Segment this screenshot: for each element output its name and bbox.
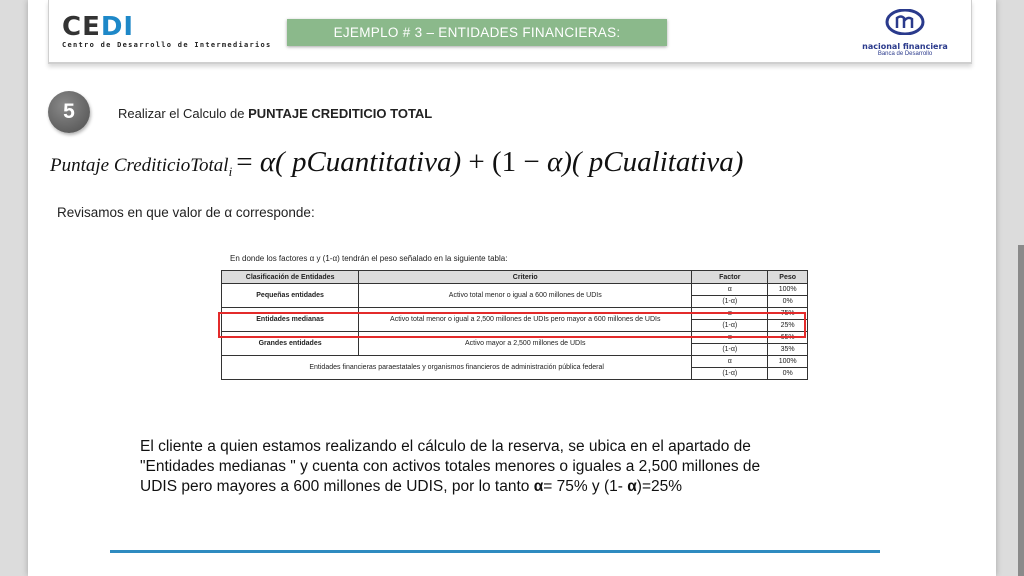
header-criterio: Criterio xyxy=(359,271,692,284)
cell-factor: (1-α) xyxy=(692,320,768,332)
cell-clasificacion: Entidades medianas xyxy=(222,308,359,332)
cell-criterio: Activo mayor a 2,500 millones de UDIs xyxy=(359,332,692,356)
conclusion-paragraph xyxy=(140,437,900,497)
footer-divider xyxy=(110,550,880,553)
cell-factor: (1-α) xyxy=(692,368,768,380)
cell-criterio: Entidades financieras paraestatales y organismos financieros de administración pública federal xyxy=(222,356,692,380)
cell-factor: (1-α) xyxy=(692,344,768,356)
cell-peso: 100% xyxy=(768,284,808,296)
table-row xyxy=(222,284,808,296)
table-row xyxy=(222,332,808,344)
cell-peso: 35% xyxy=(768,344,808,356)
header-peso: Peso xyxy=(768,271,808,284)
nafin-logo xyxy=(860,9,950,57)
formula-lhs: Puntaje CrediticioTotal$_i$ xyxy=(50,155,233,179)
cell-peso: 0% xyxy=(768,296,808,308)
credit-score-formula xyxy=(50,146,743,180)
cell-peso: 100% xyxy=(768,356,808,368)
cell-peso: 75% xyxy=(768,308,808,320)
step-number-badge: 5 xyxy=(48,91,90,133)
conclusion-line: "Entidades medianas " y cuenta con activos totales menores o iguales a 2,500 millones de xyxy=(140,458,761,475)
table-row xyxy=(222,308,808,320)
cell-factor: α xyxy=(692,356,768,368)
cedi-logo xyxy=(62,14,272,49)
cedi-logo-word: CEDI xyxy=(62,12,135,42)
cell-clasificacion: Pequeñas entidades xyxy=(222,284,359,308)
cell-factor: α xyxy=(692,332,768,344)
step-instruction-bold: PUNTAJE CREDITICIO TOTAL xyxy=(248,106,433,121)
conclusion-line: UDIS pero mayores a 600 millones de UDIS, por lo tanto α= 75% y (1- α)=25% xyxy=(140,478,683,495)
nafin-logo-name: nacional financiera xyxy=(862,42,948,51)
alpha-lookup-text: Revisamos en que valor de α corresponde: xyxy=(57,205,315,220)
cell-peso: 0% xyxy=(768,368,808,380)
cedi-logo-subtitle: Centro de Desarrollo de Intermediarios xyxy=(62,41,272,49)
header-factor: Factor xyxy=(692,271,768,284)
table-caption: En donde los factores α y (1-α) tendrán el peso señalado en la siguiente tabla: xyxy=(230,254,508,263)
table-header-row xyxy=(222,271,808,284)
cell-criterio: Activo total menor o igual a 2,500 millones de UDIs pero mayor a 600 millones de UDIs xyxy=(359,308,692,332)
cell-peso: 65% xyxy=(768,332,808,344)
classification-table xyxy=(221,270,808,380)
nafin-logo-icon xyxy=(885,9,925,35)
header-clasificacion: Clasificación de Entidades xyxy=(222,271,359,284)
cell-criterio: Activo total menor o igual a 600 millones de UDIs xyxy=(359,284,692,308)
table-row xyxy=(222,356,808,368)
conclusion-line: El cliente a quien estamos realizando el cálculo de la reserva, se ubica en el apartado de xyxy=(140,438,751,455)
cell-factor: (1-α) xyxy=(692,296,768,308)
slide-title: EJEMPLO # 3 – ENTIDADES FINANCIERAS: xyxy=(287,19,667,46)
formula-rhs: = α( pCuantitativa) + (1 − α)( pCualitativa) xyxy=(236,146,744,178)
cell-clasificacion: Grandes entidades xyxy=(222,332,359,356)
nafin-logo-subtitle: Banca de Desarrollo xyxy=(877,51,933,57)
step-instruction: Realizar el Calculo de PUNTAJE CREDITICIO TOTAL xyxy=(118,106,433,121)
cell-peso: 25% xyxy=(768,320,808,332)
cell-factor: α xyxy=(692,284,768,296)
side-accent-bar xyxy=(1018,245,1024,576)
cell-factor: α xyxy=(692,308,768,320)
